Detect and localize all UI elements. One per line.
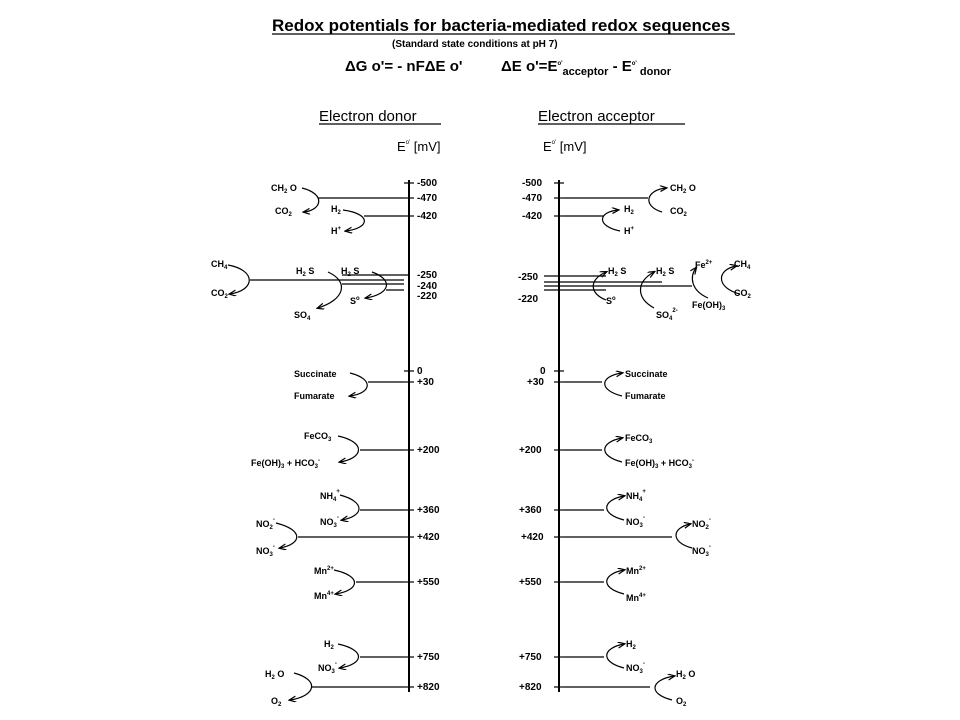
acceptor-no3-h2	[564, 639, 645, 675]
svg-text:H2 O: $H_2$ O	[676, 669, 696, 681]
svg-text:CH2 O: $CH_2$ O	[670, 183, 696, 195]
donor-h2-hplus	[331, 204, 404, 236]
potential-difference-equation: ΔE $o'=E^{o'}_{acceptor} - E^{o'}$ $_{donor}$	[501, 58, 672, 78]
acceptor-header: Electron acceptor	[538, 108, 655, 125]
gibbs-equation: ΔG o'= - nFΔE o'	[345, 58, 463, 75]
acceptor-tick-label: +550	[519, 577, 542, 588]
donor-tick-label: +420	[417, 532, 440, 543]
donor-tick-label: +820	[417, 682, 440, 693]
acceptor-hplus-h2	[564, 204, 635, 236]
svg-text:NO2-: $NO_2^-$	[256, 517, 275, 531]
acceptor-tick-label: -470	[522, 193, 543, 204]
svg-text:CO2: $CO_2$	[670, 206, 687, 218]
svg-text:H2: $H_2$	[331, 204, 341, 216]
svg-text:H2 S: $H_2$ S	[656, 266, 675, 278]
svg-text:NO3-: $NO_3^-$	[318, 661, 337, 675]
acceptor-feoh3-fe2	[544, 260, 726, 312]
donor-h2s-so4	[341, 266, 404, 306]
svg-text:H2 S: $H_2$ S	[341, 266, 360, 278]
svg-text:CO2: $CO_2$	[211, 288, 228, 300]
svg-text:Fe(OH)3 + HCO3-: $Fe(OH)_3 + HCO_3^-$	[625, 458, 694, 470]
donor-tick-label: -470	[417, 193, 438, 204]
svg-text:Succinate: Succinate	[625, 369, 668, 379]
svg-text:Fe(OH)3 + HCO3-: $Fe(OH)_3 + HCO_3^-$	[251, 458, 320, 470]
acceptor-fumarate-succinate	[564, 369, 668, 401]
svg-text:Fumarate: Fumarate	[294, 391, 335, 401]
diagram-title: Redox potentials for bacteria-mediated redox sequences	[272, 16, 731, 35]
acceptor-tick-label: 0	[540, 366, 546, 377]
svg-text:FeCO3: FeCO$_3$	[304, 431, 332, 443]
acceptor-o2-h2o	[564, 669, 695, 708]
svg-text:FeCO3: FeCO$_3$	[625, 433, 653, 445]
svg-text:Mn2+: $Mn^{2+}$	[314, 566, 334, 576]
svg-text:So: $S^o$	[350, 296, 360, 306]
donor-tick-label: -420	[417, 211, 438, 222]
acceptor-tick-label: +420	[521, 532, 544, 543]
donor-tick-label: +360	[417, 505, 440, 516]
svg-text:NH4+: $NH_4^+$	[320, 489, 340, 503]
svg-text:H2 S: $H_2$ S	[296, 266, 315, 278]
donor-h2-no3	[318, 639, 404, 675]
acceptor-no3-nh4	[564, 489, 646, 529]
donor-mn2-mn4	[314, 566, 404, 601]
acceptor-co2-ch4	[721, 259, 751, 300]
donor-succinate-fumarate	[294, 369, 404, 401]
donor-feco3-feoh3	[251, 431, 404, 470]
donor-tick-label: +750	[417, 652, 440, 663]
svg-text:H+: H+	[624, 226, 635, 236]
svg-text:Fumarate: Fumarate	[625, 391, 666, 401]
svg-text:Fe(OH)3: $Fe(OH)_3$	[692, 300, 726, 312]
donor-tick-label: +550	[417, 577, 440, 588]
donor-axis-label: $E^{o'}$ [mV]	[397, 139, 441, 154]
acceptor-tick-label: +750	[519, 652, 542, 663]
donor-tick-label: +200	[417, 445, 440, 456]
donor-tick-label: -250	[417, 270, 438, 281]
svg-text:NO3-: $NO_3^-$	[626, 661, 645, 675]
svg-text:CH4: $CH_4$	[734, 259, 751, 271]
svg-text:NH4+: $NH_4^+$	[626, 489, 646, 503]
acceptor-axis-label: $E^{o'}$ [mV]	[543, 139, 587, 154]
svg-text:Mn4+: $Mn^{4+}$	[314, 591, 334, 601]
svg-text:So: $S^o$	[606, 296, 616, 306]
donor-nh4-no3	[320, 489, 404, 529]
svg-text:NO3-: $NO_3^-$	[692, 544, 711, 558]
svg-text:NO2-: $NO_2^-$	[692, 517, 711, 531]
svg-text:NO3-: $NO_3^-$	[320, 515, 339, 529]
acceptor-feoh3-feco3	[564, 433, 694, 470]
svg-text:Fe2+: $Fe^{2+}$	[695, 260, 713, 270]
donor-header: Electron donor	[319, 108, 417, 125]
donor-tick-label: -240	[417, 281, 438, 292]
acceptor-tick-label: -250	[518, 272, 539, 283]
svg-text:CO2: $CO_2$	[275, 206, 292, 218]
svg-text:NO3-: $NO_3^-$	[626, 515, 645, 529]
svg-text:CH2 O: $CH_2$ O	[271, 183, 297, 195]
acceptor-tick-label: +30	[527, 377, 544, 388]
donor-tick-label: 0	[417, 366, 423, 377]
acceptor-tick-label: +360	[519, 505, 542, 516]
svg-text:Mn2+: $Mn^{2+}$	[626, 566, 646, 576]
diagram-subtitle: (Standard state conditions at pH 7)	[392, 39, 558, 50]
svg-text:CH4: $CH_4$	[211, 259, 228, 271]
svg-text:Succinate: Succinate	[294, 369, 337, 379]
svg-text:CO2: $CO_2$	[734, 288, 751, 300]
donor-tick-label: +30	[417, 377, 434, 388]
svg-text:O2: $O_2$	[271, 696, 282, 708]
acceptor-tick-label: +200	[519, 445, 542, 456]
svg-text:H+: H+	[331, 226, 342, 236]
acceptor-tick-label: -420	[522, 211, 543, 222]
donor-tick-label: -220	[417, 291, 438, 302]
svg-text:SO4: $SO_4$	[294, 310, 311, 322]
svg-text:NO3-: $NO_3^-$	[256, 544, 275, 558]
svg-text:H2: $H_2$	[324, 639, 334, 651]
svg-text:H2 S: $H_2$ S	[608, 266, 627, 278]
donor-tick-label: -500	[417, 178, 438, 189]
acceptor-mn4-mn2	[564, 566, 646, 603]
svg-text:O2: $O_2$	[676, 696, 687, 708]
svg-text:H2: $H_2$	[624, 204, 634, 216]
acceptor-tick-label: +820	[519, 682, 542, 693]
acceptor-tick-label: -500	[522, 178, 543, 189]
svg-text:Mn4+: $Mn^{4+}$	[626, 593, 646, 603]
svg-text:H2 O: $H_2$ O	[265, 669, 285, 681]
svg-text:H2: $H_2$	[626, 639, 636, 651]
acceptor-ticks	[518, 178, 564, 693]
svg-text:SO42-: $SO_4^{2-}$	[656, 308, 678, 322]
acceptor-tick-label: -220	[518, 294, 539, 305]
